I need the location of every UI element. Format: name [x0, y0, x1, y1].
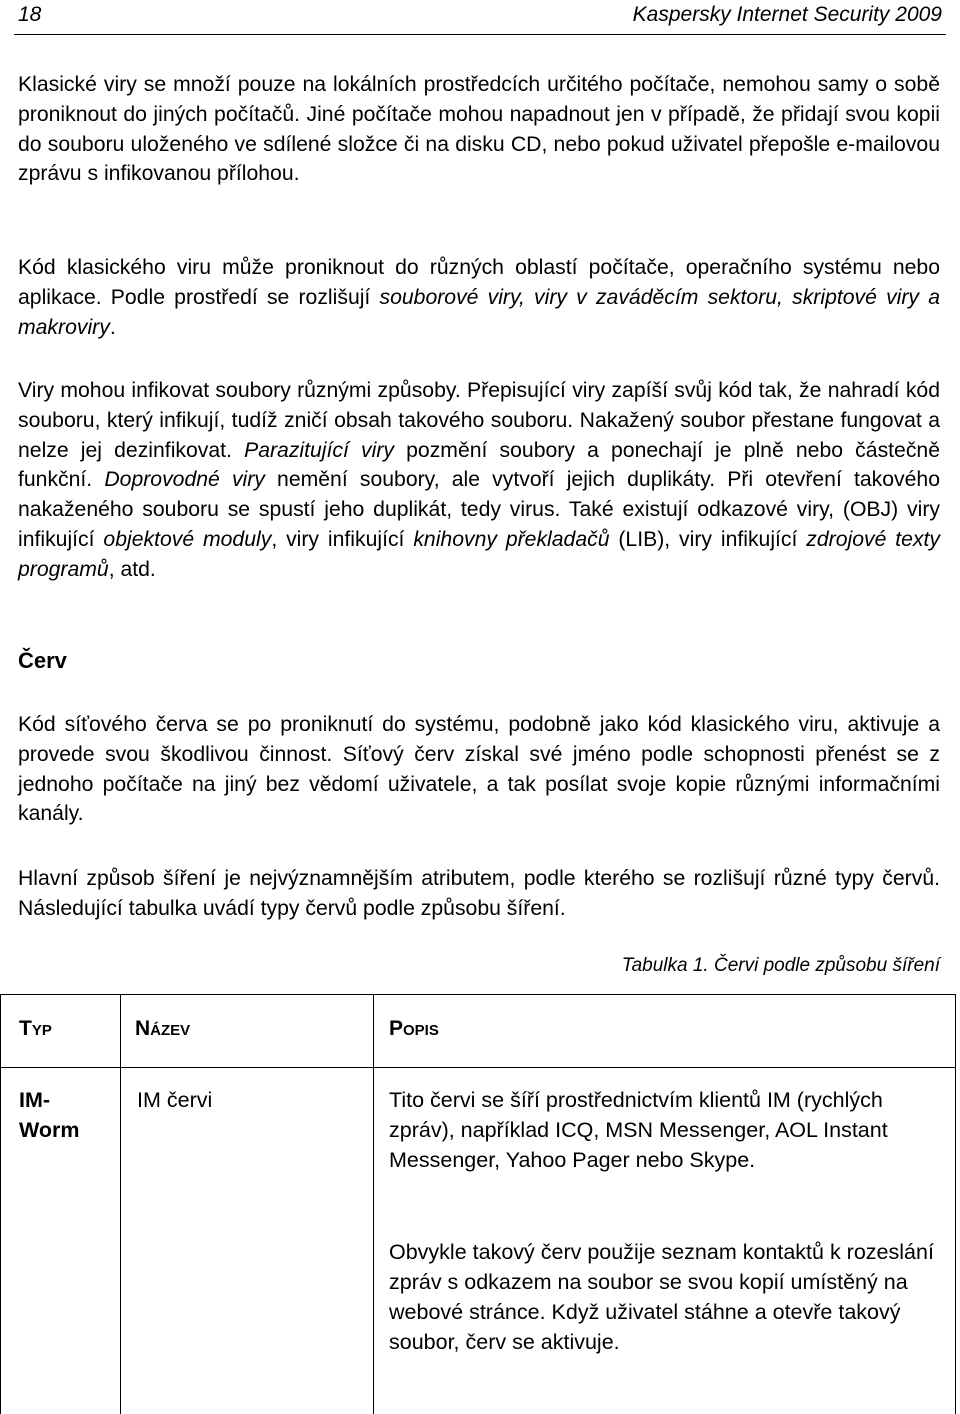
virus-types-emphasis: souborové viry, viry v zaváděcím sektoru, skriptové viry a makroviry — [18, 285, 940, 339]
table-header-row — [1, 995, 955, 1068]
worm-types-table — [0, 994, 956, 1414]
paragraph-classic-viruses: Klasické viry se množí pouze na lokálních prostředcích určitého počítače, nemohou samy o sobě proniknout do jiných počítačů. Jiné počítače mohou napadnout jen v případě, že přidají svou kopii do souboru uloženého ve sdílené složce či na disku CD, nebo pokud uživatel přepošle e-mailovou zprávu s infikovanou přílohou. — [18, 73, 940, 186]
column-divider — [373, 995, 374, 1414]
paragraph-worm-types: Hlavní způsob šíření je nejvýznamnějším atributem, podle kterého se rozlišují různé typy červů. Následující tabulka uvádí typy červů podle způsobu šíření. — [18, 867, 940, 920]
page-number: 18 — [18, 3, 42, 26]
paragraph-virus-environments: Kód klasického viru může proniknout do různých oblastí počítače, operačního systému nebo aplikace. Podle prostředí se rozlišují souborové viry, viry v zaváděcím sektoru, skriptové viry a makroviry. — [18, 256, 940, 339]
cell-description-1: Tito červi se šíří prostřednictvím klientů IM (rychlých zpráv), například ICQ, MSN Messenger, AOL Instant Messenger, Yahoo Pager nebo Skype. — [389, 1088, 888, 1172]
column-header-description: Popis — [389, 1017, 439, 1040]
cell-type: IM-Worm — [19, 1088, 80, 1142]
column-header-name: Název — [135, 1017, 191, 1040]
cell-description-2: Obvykle takový červ použije seznam kontaktů k rozeslání zpráv s odkazem na soubor se svou kopií umístěný na webové stránce. Když uživatel stáhne a otevře takový soubor, červ se aktivuje. — [389, 1240, 934, 1354]
column-header-type: Typ — [19, 1017, 52, 1040]
paragraph-infection-methods: Viry mohou infikovat soubory různými způsoby. Přepisující viry zapíší svůj kód tak, že nahradí kód souboru, který infikují, tudíž zničí obsah takového souboru. Nakažený soubor přestane fungovat a nelze jej dezinfikovat. Parazitující viry pozmění soubory a ponechají je plně nebo částečně funkční. Doprovodné viry nemění soubory, ale vytvoří jejich duplikáty. Při otevření takového nakaženého souboru se spustí jeho duplikát, tedy virus. Také existují odkazové viry, (OBJ) viry infikující objektové moduly, viry infikující knihovny překladačů (LIB), viry infikující zdrojové texty programů, atd. — [18, 379, 940, 581]
header-title: Kaspersky Internet Security 2009 — [632, 3, 942, 26]
table-caption: Tabulka 1. Červi podle způsobu šíření — [621, 955, 940, 976]
cell-name: IM červi — [137, 1088, 213, 1112]
page-header — [14, 0, 946, 35]
paragraph-network-worm: Kód síťového červa se po proniknutí do systému, podobně jako kód klasického viru, aktivuje a provede svou škodlivou činnost. Síťový červ získal své jméno podle schopnosti přenést se z jednoho počítače na jiný bez vědomí uživatele, a tak posílat svoje kopie různými informačními kanály. — [18, 713, 940, 826]
section-heading-worm: Červ — [18, 648, 67, 673]
column-divider — [120, 995, 121, 1414]
